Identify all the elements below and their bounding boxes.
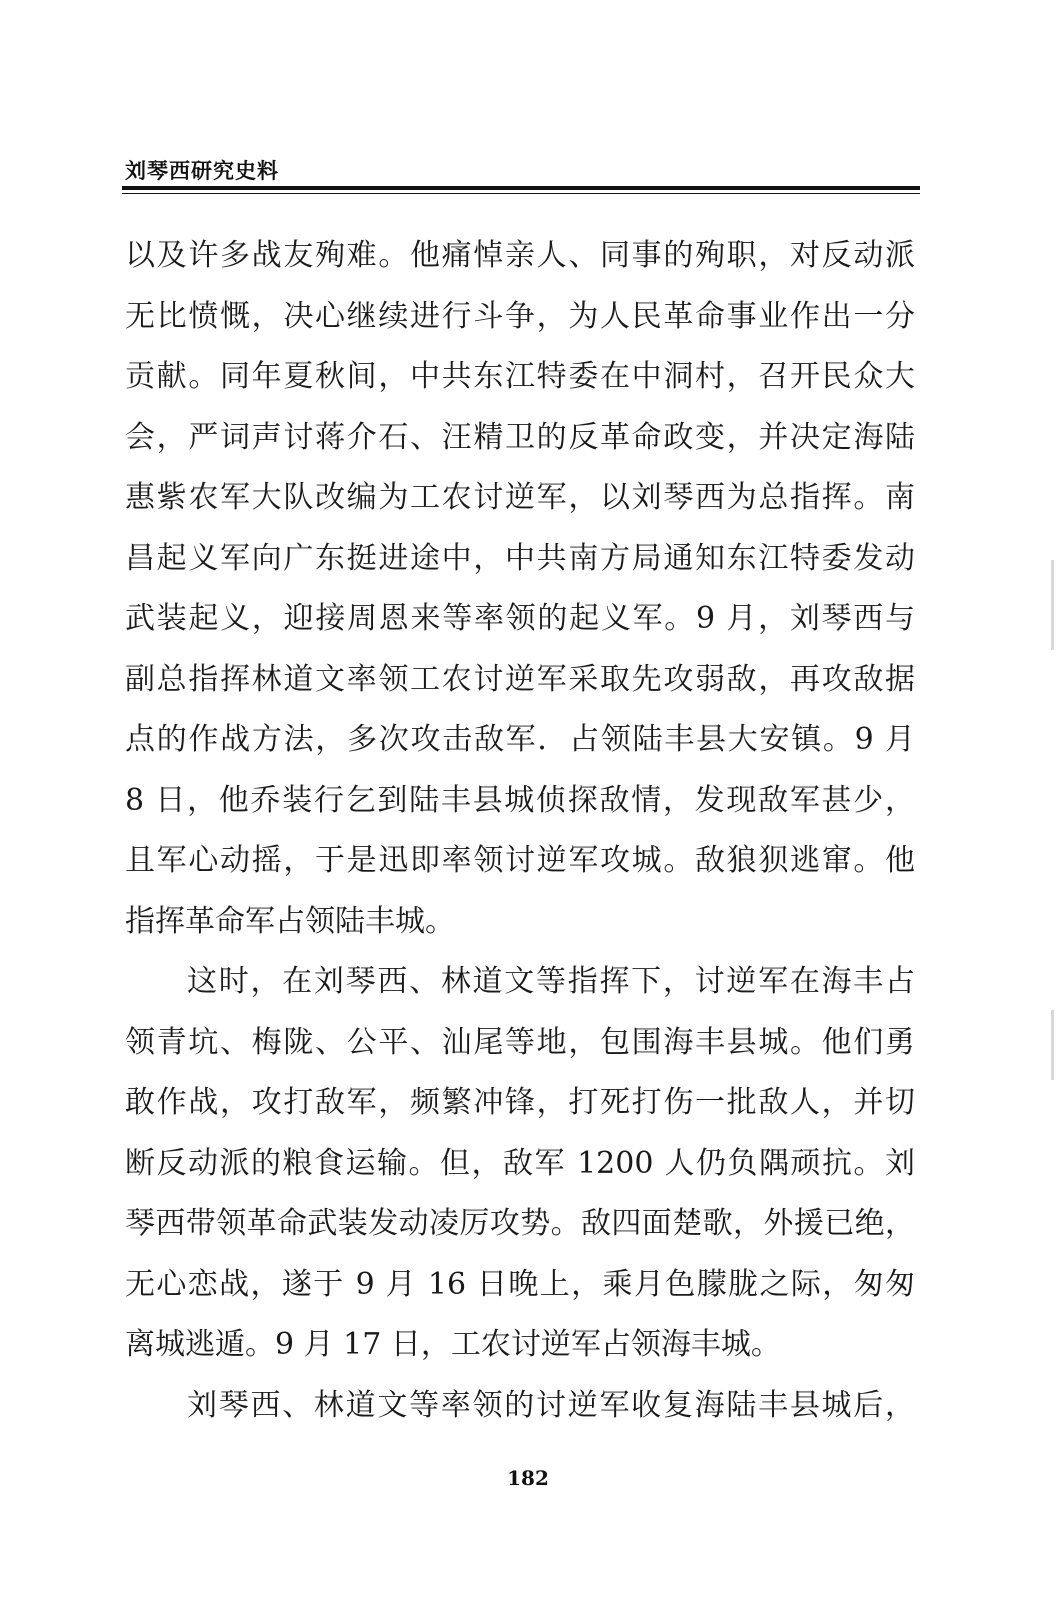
- scan-edge-mark: [1051, 1010, 1054, 1080]
- text-line: 琴西带领革命武装发动凌厉攻势。敌四面楚歌，外援已绝，: [125, 1206, 915, 1241]
- text-line: 离城逃遁。9 月 17 日，工农讨逆军占领海丰城。: [125, 1327, 781, 1362]
- text-line-paragraph-start: 这时，在刘琴西、林道文等指挥下，讨逆军在海丰占: [187, 964, 915, 999]
- text-line: 领青坑、梅陇、公平、汕尾等地，包围海丰县城。他们勇: [125, 1024, 915, 1060]
- text-line: 以及许多战友殉难。他痛悼亲人、同事的殉职，对反动派: [125, 238, 915, 273]
- text-line: 会，严词声讨蒋介石、汪精卫的反革命政变，并决定海陆: [125, 419, 915, 455]
- page-number: 182: [507, 1466, 549, 1490]
- text-line: 点的作战方法，多次攻击敌军．占领陆丰县大安镇。9 月: [125, 722, 915, 757]
- text-line: 无比愤慨，决心继续进行斗争，为人民革命事业作出一分: [125, 298, 915, 334]
- text-line: 指挥革命军占领陆丰城。: [125, 903, 455, 939]
- text-line: 贡献。同年夏秋间，中共东江特委在中洞村，召开民众大: [125, 359, 915, 394]
- text-line: 断反动派的粮食运输。但，敌军 1200 人仍负隅顽抗。刘: [125, 1145, 915, 1181]
- scan-edge-mark: [1051, 560, 1054, 650]
- header-rule-thick: [122, 186, 920, 190]
- header-rule-thin: [122, 193, 920, 194]
- text-line: 无心恋战，遂于 9 月 16 日晚上，乘月色朦胧之际，匆匆: [125, 1266, 915, 1302]
- text-line: 武装起义，迎接周恩来等率领的起义军。9 月，刘琴西与: [125, 601, 915, 636]
- body-text: [125, 226, 915, 1436]
- text-line: 惠紫农军大队改编为工农讨逆军，以刘琴西为总指挥。南: [125, 480, 915, 515]
- text-line: 8 日，他乔装行乞到陆丰县城侦探敌情，发现敌军甚少，: [125, 782, 915, 818]
- running-header-title: 刘琴西研究史料: [125, 159, 279, 183]
- text-line-paragraph-start: 刘琴西、林道文等率领的讨逆军收复海陆丰县城后，: [187, 1387, 915, 1423]
- text-line: 昌起义军向广东挺进途中，中共南方局通知东江特委发动: [125, 540, 915, 576]
- text-line: 敢作战，攻打敌军，频繁冲锋，打死打伤一批敌人，并切: [125, 1085, 915, 1120]
- text-line: 且军心动摇，于是迅即率领讨逆军攻城。敌狼狈逃窜。他: [125, 843, 915, 878]
- text-line: 副总指挥林道文率领工农讨逆军采取先攻弱敌，再攻敌据: [125, 661, 915, 697]
